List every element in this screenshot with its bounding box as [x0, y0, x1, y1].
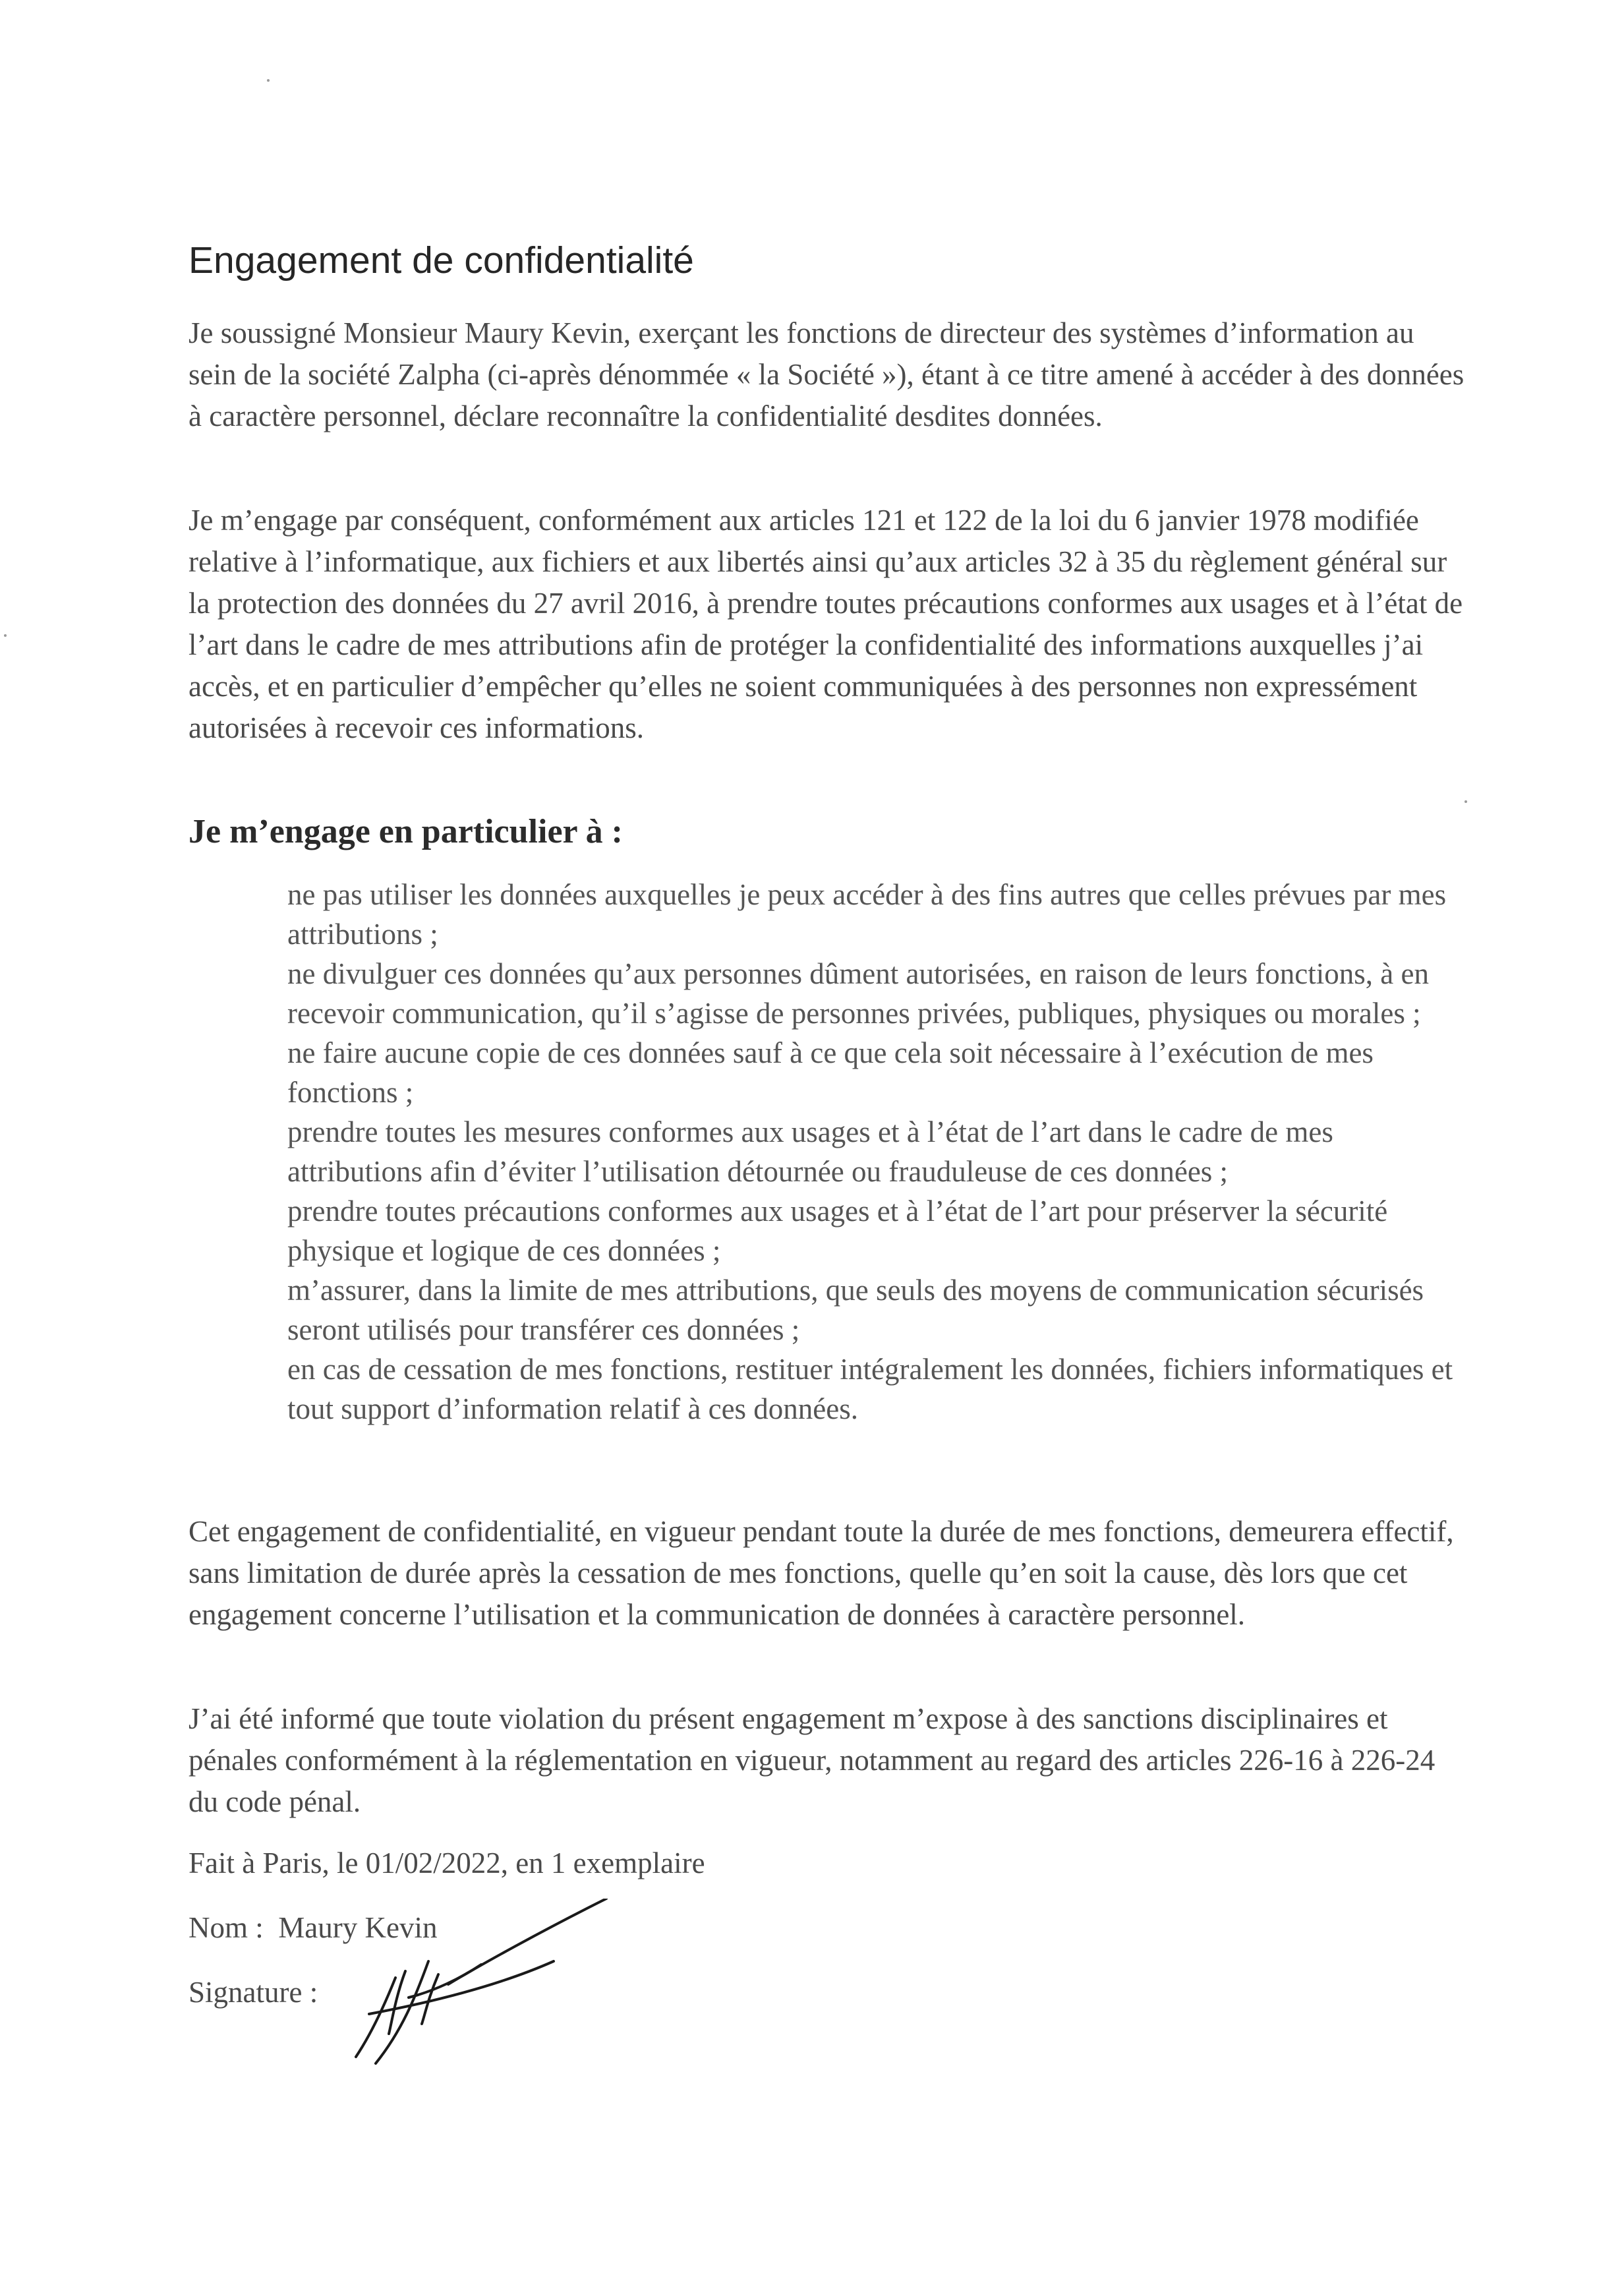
scan-speck — [267, 79, 270, 82]
signature-line — [188, 1975, 318, 2009]
name-label: Nom : — [188, 1911, 264, 1944]
place-date: Fait à Paris, le 01/02/2022, en 1 exemplaire — [188, 1847, 705, 1879]
list-item: prendre toutes les mesures conformes aux usages et à l’état de l’art dans le cadre de mes attributions afin d’éviter l’utilisation détournée ou frauduleuse de ces données ; — [287, 1115, 1333, 1188]
commitments-list — [287, 875, 1467, 1429]
scan-speck — [1464, 800, 1467, 803]
list-item: prendre toutes précautions conformes aux usages et à l’état de l’art pour préserver la sécurité physique et logique de ces données ; — [287, 1195, 1388, 1267]
commitment-paragraph: Je m’engage par conséquent, conformément aux articles 121 et 122 de la loi du 6 janvier 1978 modifiée relative à l’informatique, aux fichiers et aux libertés ainsi qu’aux articles 32 à 35 du règlement général sur la protection des données du 27 avril 2016, à prendre toutes précautions conformes aux usages et à l’état de l’art dans le cadre de mes attributions afin de protéger la confidentialité des informations auxquelles j’ai accès, et en particulier d’empêcher qu’elles ne soient communiquées à des personnes non expressément autorisées à recevoir ces informations. — [188, 504, 1463, 744]
list-item: ne faire aucune copie de ces données sauf à ce que cela soit nécessaire à l’exécution de mes fonctions ; — [287, 1036, 1374, 1109]
intro-paragraph: Je soussigné Monsieur Maury Kevin, exerçant les fonctions de directeur des systèmes d’information au sein de la société Zalpha (ci-après dénommée « la Société »), étant à ce titre amené à accéder à des données à caractère personnel, déclare reconnaître la confidentialité desdites données. — [188, 316, 1464, 432]
list-item: en cas de cessation de mes fonctions, restituer intégralement les données, fichiers informatiques et tout support d’information relatif à ces données. — [287, 1353, 1453, 1425]
duration-paragraph: Cet engagement de confidentialité, en vigueur pendant toute la durée de mes fonctions, demeurera effectif, sans limitation de durée après la cessation de mes fonctions, quelle qu’en soit la cause, dès lors que cet engagement concerne l’utilisation et la communication de données à caractère personnel. — [188, 1515, 1454, 1631]
list-item: ne divulguer ces données qu’aux personnes dûment autorisées, en raison de leurs fonctions, à en recevoir communication, qu’il s’agisse de personnes privées, publiques, physiques ou morales ; — [287, 957, 1429, 1030]
name-value: Maury Kevin — [278, 1911, 438, 1944]
sanctions-paragraph: J’ai été informé que toute violation du présent engagement m’expose à des sanctions disciplinaires et pénales conformément à la réglementation en vigueur, notamment au regard des articles 226-16 à 226-24 du code pénal. — [188, 1702, 1436, 1818]
scan-speck — [4, 634, 7, 637]
handwritten-signature — [330, 1899, 620, 2070]
document-title: Engagement de confidentialité — [188, 239, 694, 281]
commitments-heading: Je m’engage en particulier à : — [188, 813, 623, 850]
signature-label: Signature : — [188, 1976, 318, 2009]
list-item: m’assurer, dans la limite de mes attributions, que seuls des moyens de communication sécurisés seront utilisés pour transférer ces données ; — [287, 1274, 1424, 1346]
list-item: ne pas utiliser les données auxquelles je peux accéder à des fins autres que celles prévues par mes attributions ; — [287, 878, 1447, 951]
